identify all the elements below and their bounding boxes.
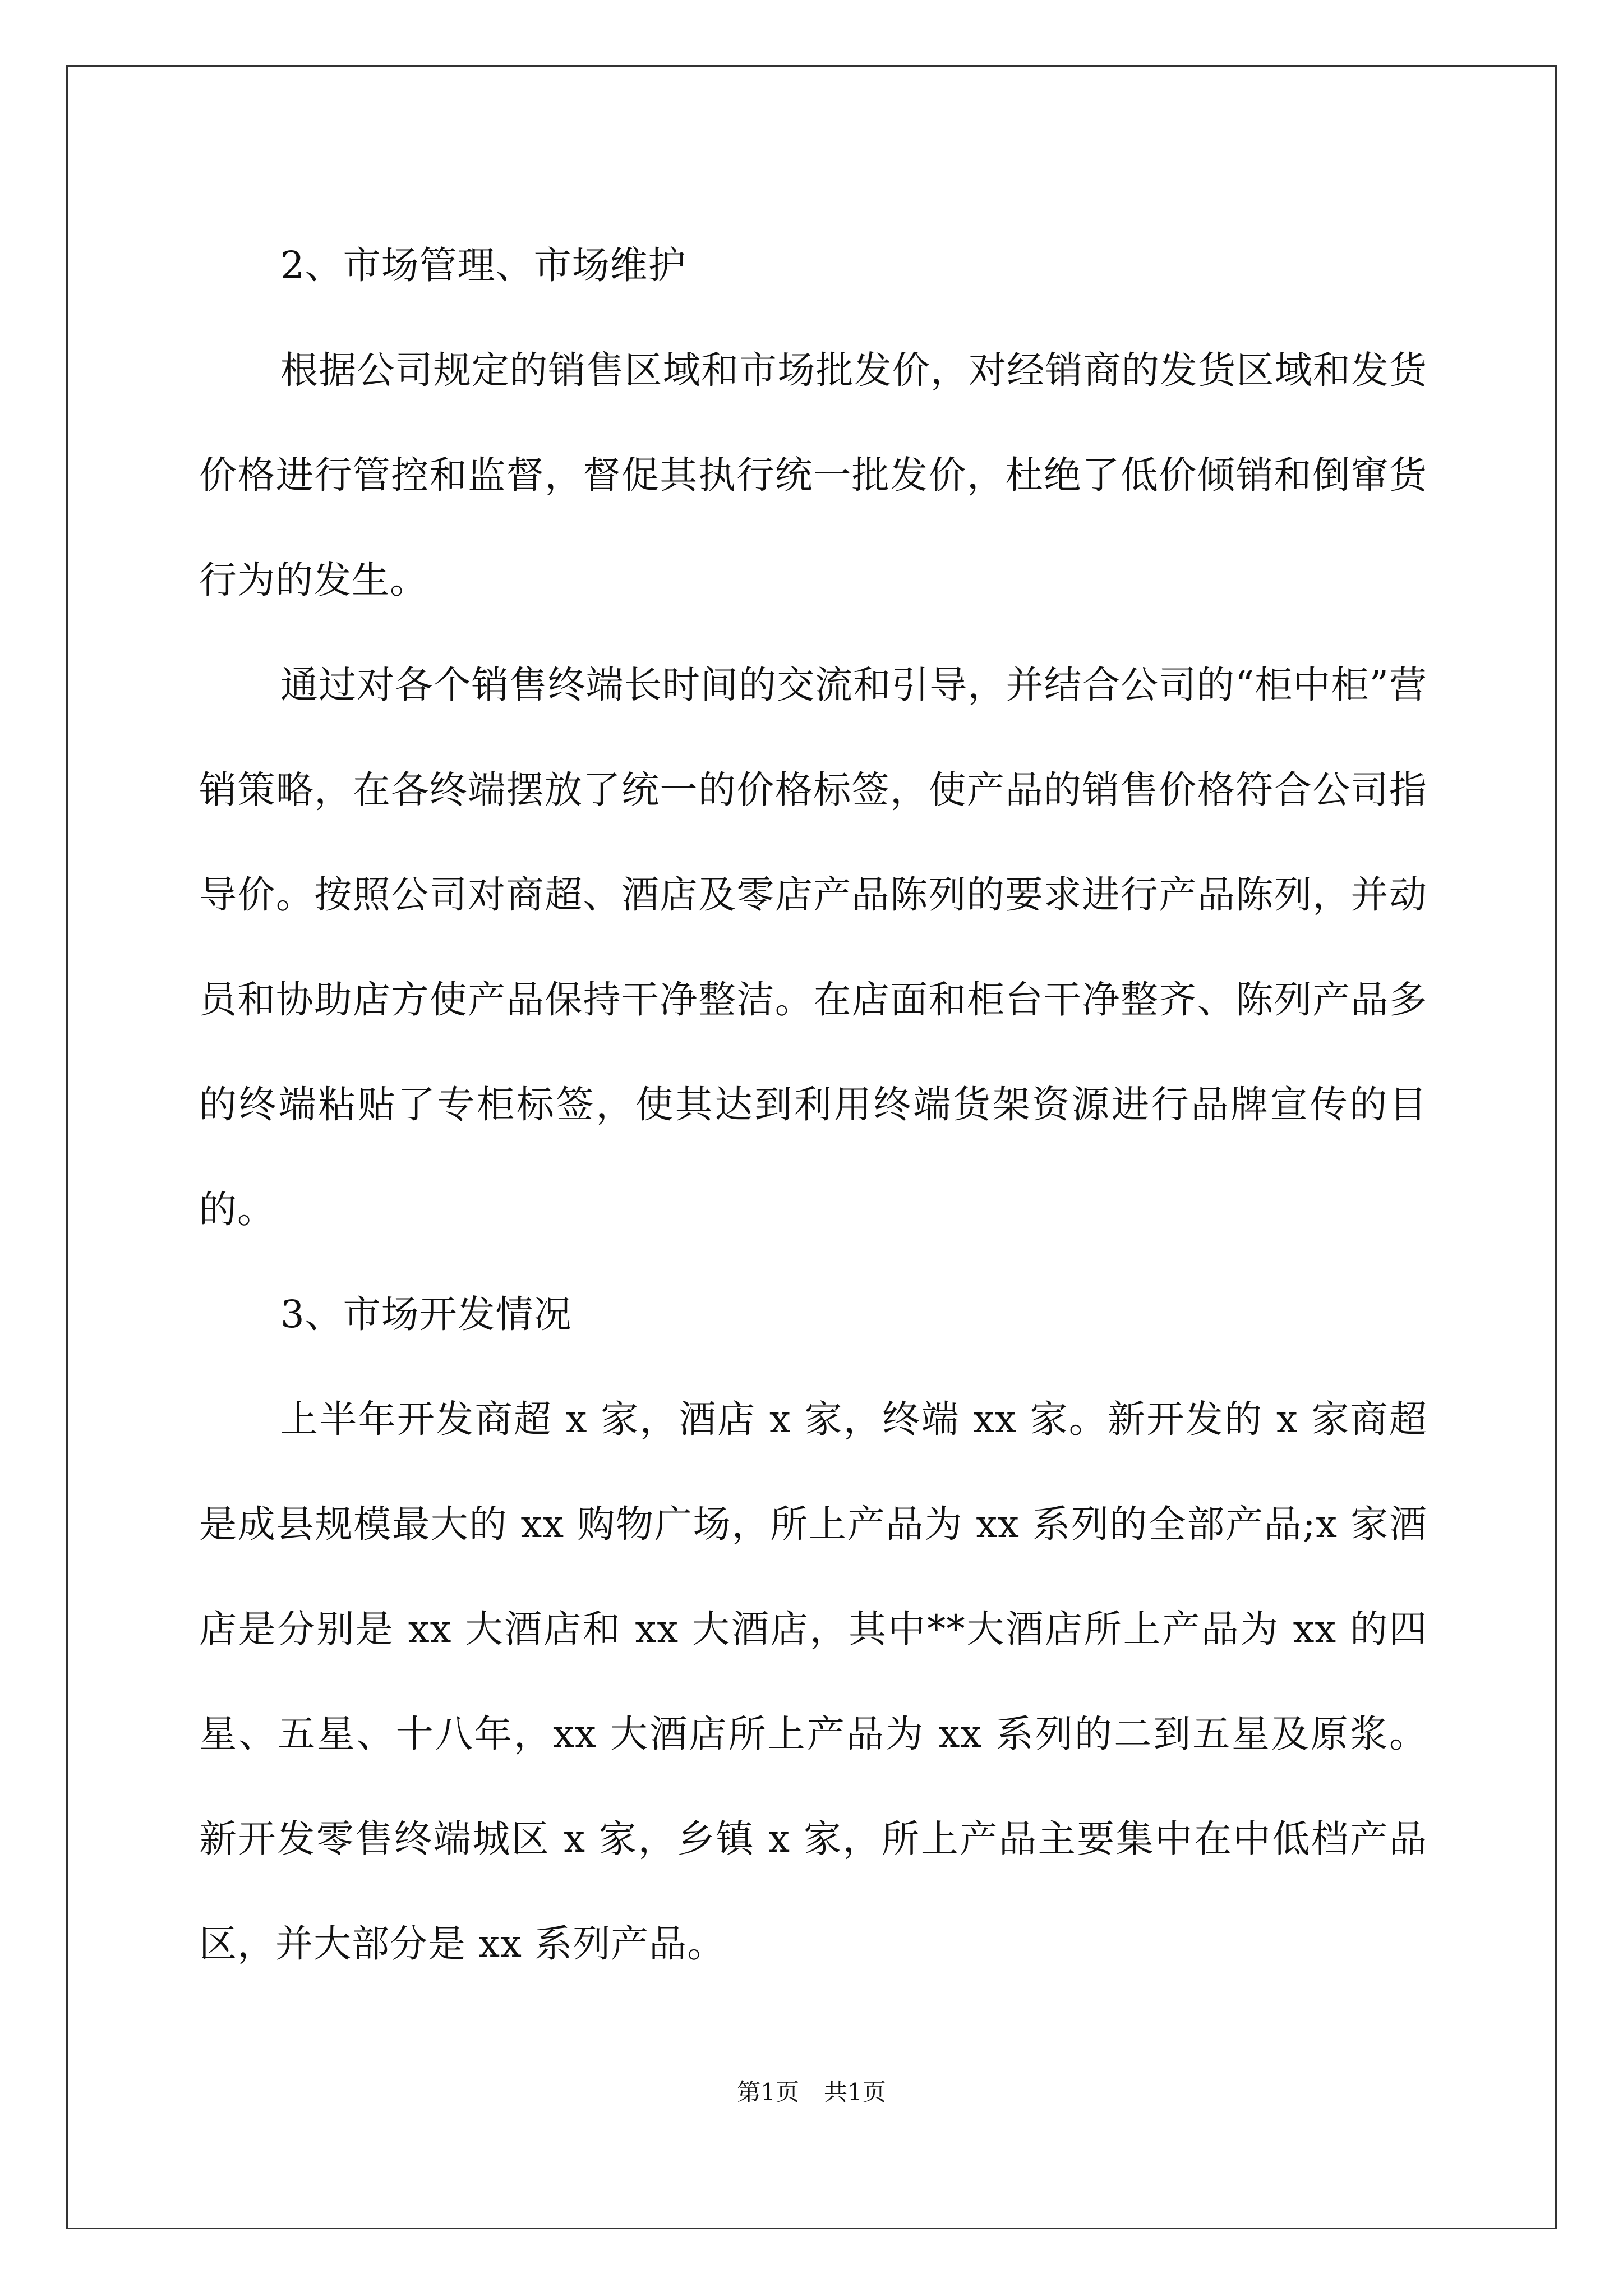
paragraph-pricing-control: 根据公司规定的销售区域和市场批发价，对经销商的发货区域和发货价格进行管控和监督，督促其执行统一批发价，杜绝了低价倾销和倒窜货行为的发生。	[199, 348, 1427, 602]
page-footer	[0, 2076, 1623, 2109]
section-heading-market-management: 2、市场管理、市场维护	[280, 243, 686, 287]
paragraph-market-development: 上半年开发商超 x 家，酒店 x 家，终端 xx 家。新开发的 x 家商超是成县规模最大的 xx 购物广场，所上产品为 xx 系列的全部产品;x 家酒店是分别是 xx 大酒店和 xx 大酒店，其中**大酒店所上产品为 xx 的四星、五星、十八年，xx 大酒店所上产品为 xx 系列的二到五星及原浆。新开发零售终端城区 x 家，乡镇 x 家，所上产品主要集中在中低档产品区，并大部分是 xx 系列产品。	[199, 1397, 1427, 1966]
section-heading-market-development: 3、市场开发情况	[280, 1292, 572, 1336]
document-body	[199, 213, 1427, 1996]
page-number-total: 共1页	[824, 2078, 886, 2106]
page-number-current: 第1页	[737, 2078, 799, 2106]
paragraph-terminal-display: 通过对各个销售终端长时间的交流和引导，并结合公司的“柜中柜”营销策略，在各终端摆放了统一的价格标签，使产品的销售价格符合公司指导价。按照公司对商超、酒店及零店产品陈列的要求进行产品陈列，并动员和协助店方使产品保持干净整洁。在店面和柜台干净整齐、陈列产品多的终端粘贴了专柜标签，使其达到利用终端货架资源进行品牌宣传的目的。	[199, 663, 1427, 1231]
